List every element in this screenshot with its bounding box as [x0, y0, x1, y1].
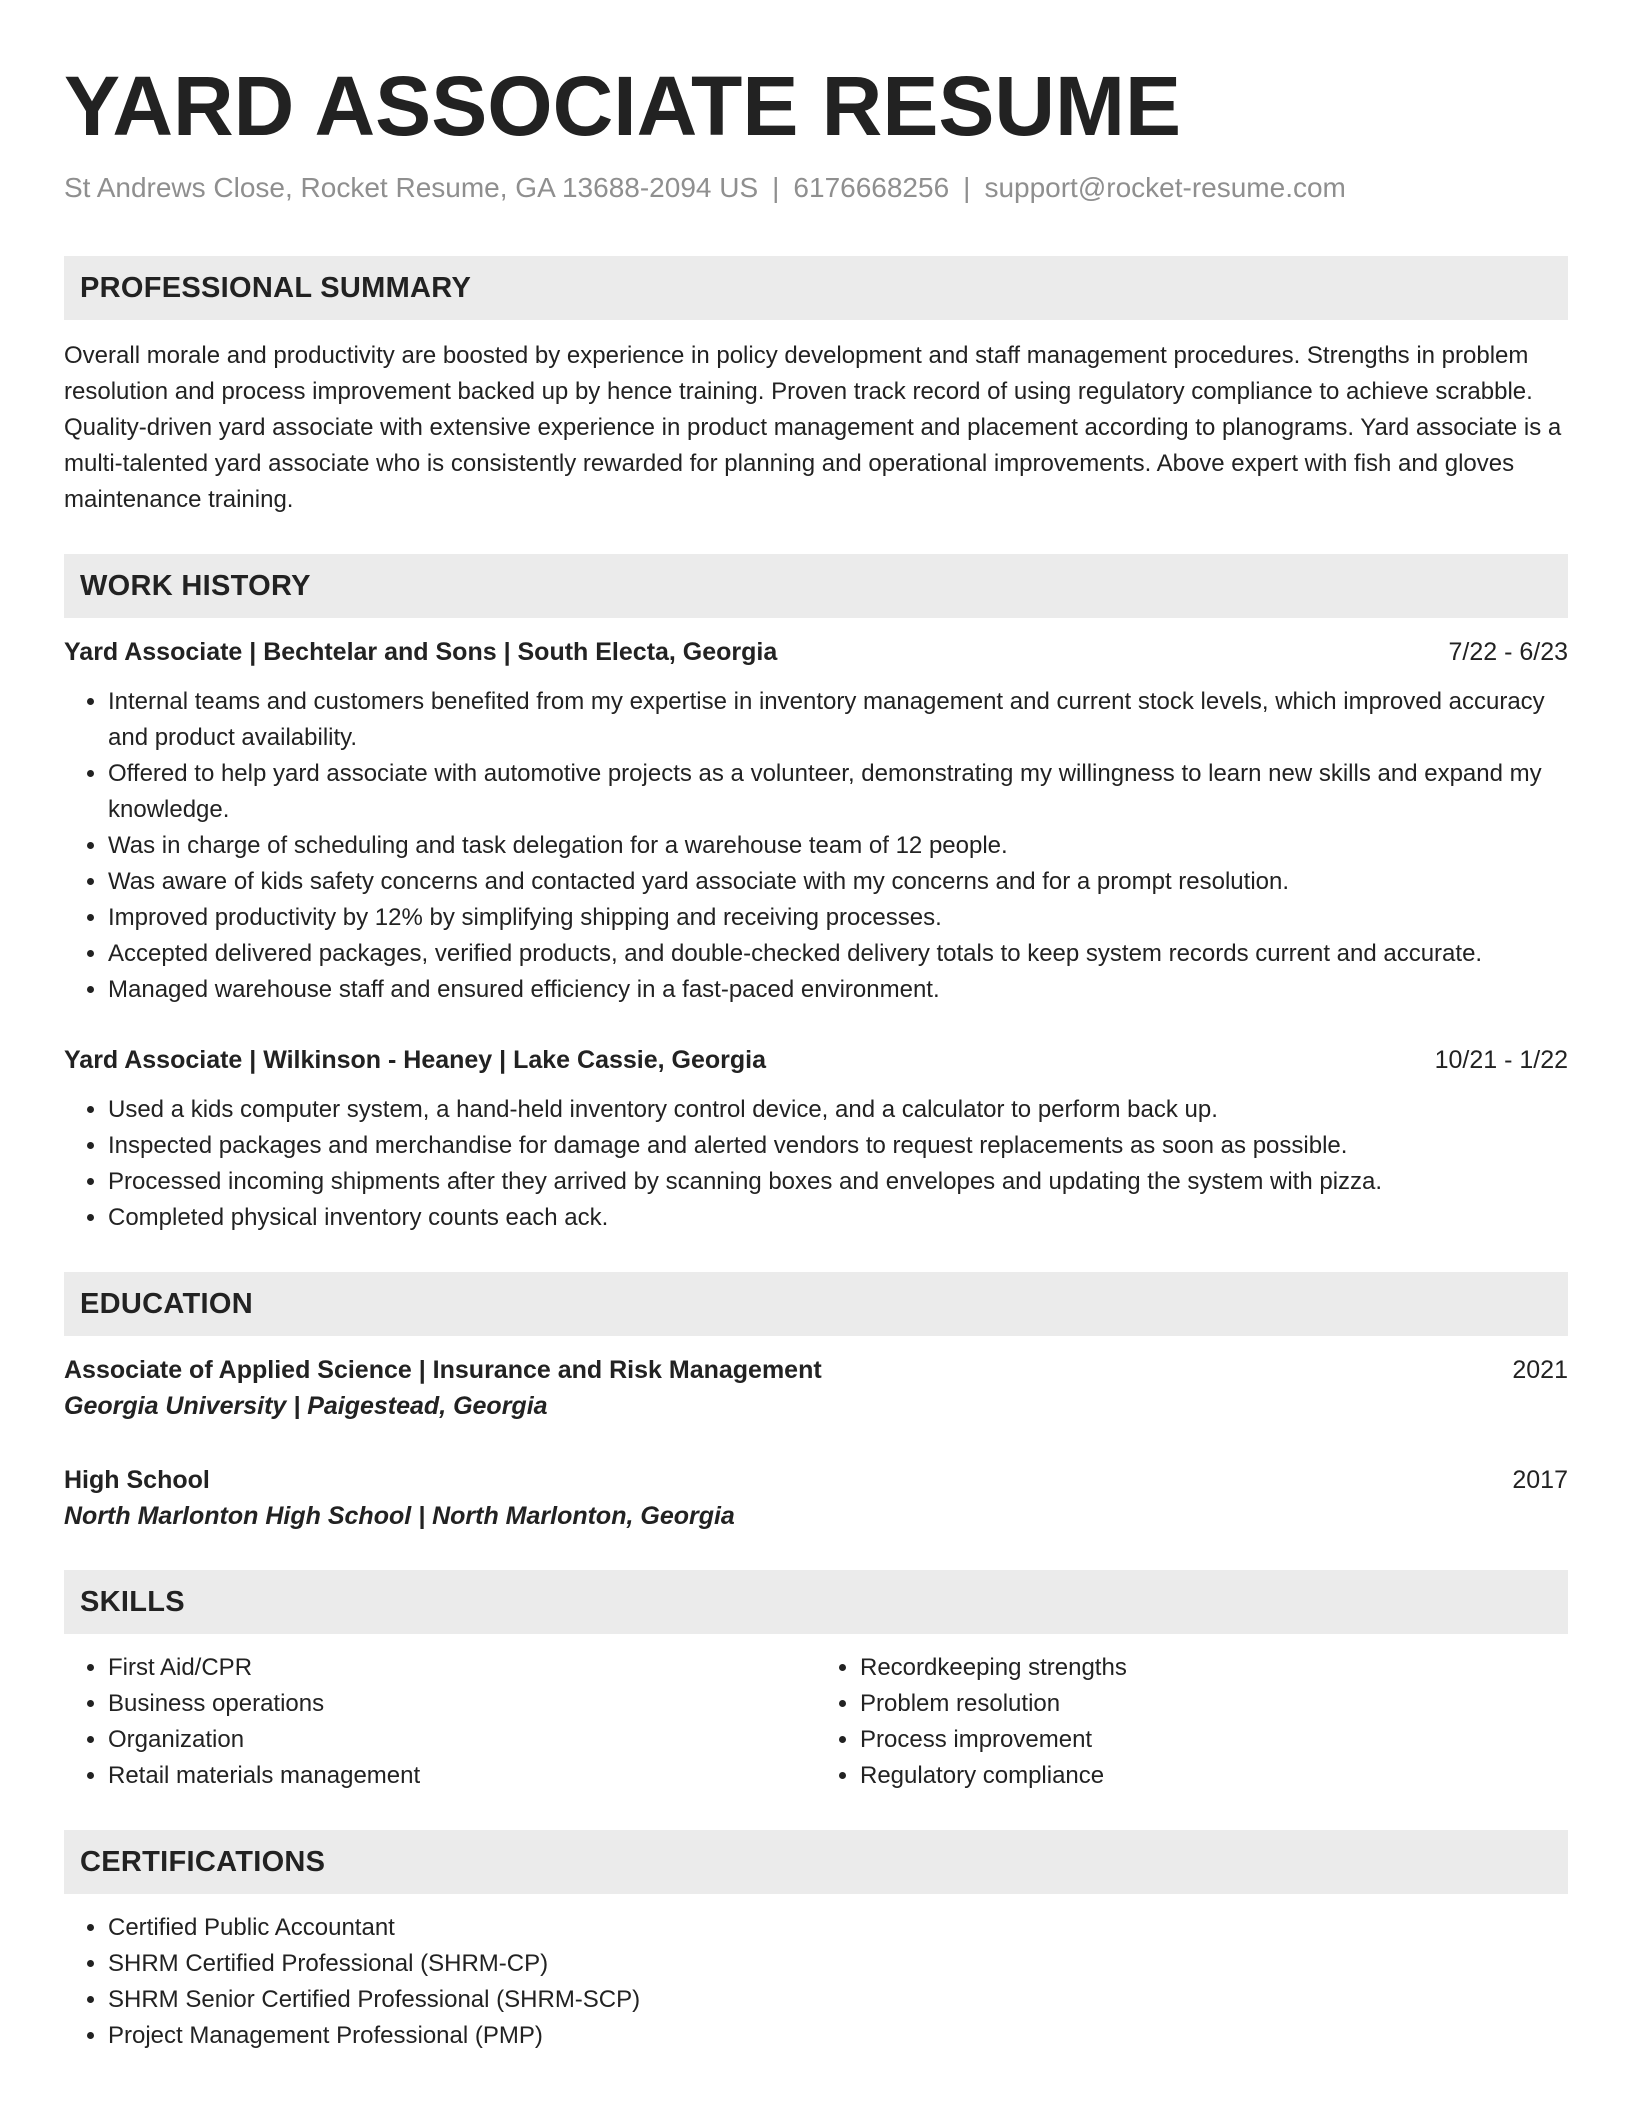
contact-email: support@rocket-resume.com [984, 172, 1346, 203]
education-degree: Associate of Applied Science | Insurance and Risk Management [64, 1356, 822, 1384]
contact-address: St Andrews Close, Rocket Resume, GA 13688-2094 US [64, 172, 759, 203]
list-item: • SHRM Senior Certified Professional (SHRM-SCP) [108, 1982, 1568, 2018]
list-item: • Was aware of kids safety concerns and contacted yard associate with my concerns and for a prompt resolution. [108, 864, 1568, 900]
list-item: • Improved productivity by 12% by simplifying shipping and receiving processes. [108, 900, 1568, 936]
list-item: • Processed incoming shipments after they arrived by scanning boxes and envelopes and updating the system with pizza. [108, 1164, 1568, 1200]
resume-title: YARD ASSOCIATE RESUME [64, 59, 1182, 153]
list-item: • Retail materials management [108, 1758, 816, 1794]
list-item: • Project Management Professional (PMP) [108, 2018, 1568, 2054]
section-certifications [64, 1830, 1568, 2054]
list-item: • Regulatory compliance [860, 1758, 1568, 1794]
list-item: • Completed physical inventory counts each ack. [108, 1200, 1568, 1236]
job-entry [64, 634, 1568, 1008]
skills-right-column [816, 1650, 1568, 1794]
contact-separator: | [772, 172, 780, 203]
education-school: North Marlonton High School | North Marlonton, Georgia [64, 1502, 735, 1530]
job-date: 7/22 - 6/23 [1448, 638, 1568, 666]
job-date: 10/21 - 1/22 [1434, 1046, 1568, 1074]
section-education [64, 1272, 1568, 1534]
section-heading: WORK HISTORY [64, 554, 1568, 618]
list-item: • Accepted delivered packages, verified products, and double-checked delivery totals to keep system records current and accurate. [108, 936, 1568, 972]
skills-grid [64, 1650, 1568, 1794]
list-item: • Internal teams and customers benefited from my expertise in inventory management and current stock levels, which improved accuracy and product availability. [108, 684, 1568, 756]
skills-left-column [64, 1650, 816, 1794]
section-skills [64, 1570, 1568, 1794]
list-item: • Inspected packages and merchandise for damage and alerted vendors to request replacements as soon as possible. [108, 1128, 1568, 1164]
list-item: • Organization [108, 1722, 816, 1758]
list-item: • First Aid/CPR [108, 1650, 816, 1686]
contact-phone: 6176668256 [793, 172, 950, 203]
section-heading: PROFESSIONAL SUMMARY [64, 256, 1568, 320]
education-header [64, 1352, 1568, 1388]
section-heading: SKILLS [64, 1570, 1568, 1634]
job-bullets [64, 1092, 1568, 1236]
education-header [64, 1462, 1568, 1498]
list-item: • Problem resolution [860, 1686, 1568, 1722]
summary-text: Overall morale and productivity are boosted by experience in policy development and staff management procedures. Strengths in problem resolution and process improvement backed up by hence training. Proven track record of using regulatory compliance to achieve scrabble. Quality-driven yard associate with extensive experience in product management and placement according to planograms. Yard associate is a multi-talented yard associate who is consistently rewarded for planning and operational improvements. Above expert with fish and gloves maintenance training. [64, 342, 1562, 513]
section-body [64, 338, 1568, 518]
education-school: Georgia University | Paigestead, Georgia [64, 1392, 548, 1420]
list-item: • Certified Public Accountant [108, 1910, 1568, 1946]
list-item: • SHRM Certified Professional (SHRM-CP) [108, 1946, 1568, 1982]
list-item: • Used a kids computer system, a hand-held inventory control device, and a calculator to perform back up. [108, 1092, 1568, 1128]
job-header [64, 1042, 1568, 1078]
education-degree: High School [64, 1466, 210, 1494]
job-header [64, 634, 1568, 670]
education-entry [64, 1462, 1568, 1534]
education-year: 2021 [1512, 1356, 1568, 1384]
section-heading: CERTIFICATIONS [64, 1830, 1568, 1894]
list-item: • Process improvement [860, 1722, 1568, 1758]
job-entry [64, 1042, 1568, 1236]
job-bullets [64, 684, 1568, 1008]
section-body [64, 634, 1568, 1236]
job-title: Yard Associate | Wilkinson - Heaney | Lake Cassie, Georgia [64, 1046, 767, 1074]
education-year: 2017 [1512, 1466, 1568, 1494]
list-item: • Business operations [108, 1686, 816, 1722]
job-title: Yard Associate | Bechtelar and Sons | South Electa, Georgia [64, 638, 778, 666]
contact-line [64, 172, 1568, 204]
list-item: • Managed warehouse staff and ensured efficiency in a fast-paced environment. [108, 972, 1568, 1008]
list-item: • Offered to help yard associate with automotive projects as a volunteer, demonstrating my willingness to learn new skills and expand my knowledge. [108, 756, 1568, 828]
contact-separator: | [963, 172, 971, 203]
list-item: • Was in charge of scheduling and task delegation for a warehouse team of 12 people. [108, 828, 1568, 864]
section-body [64, 1910, 1568, 2054]
section-heading: EDUCATION [64, 1272, 1568, 1336]
section-professional-summary [64, 256, 1568, 518]
section-work-history [64, 554, 1568, 1236]
list-item: • Recordkeeping strengths [860, 1650, 1568, 1686]
certifications-list [64, 1910, 1568, 2054]
section-body [64, 1352, 1568, 1534]
education-entry [64, 1352, 1568, 1424]
